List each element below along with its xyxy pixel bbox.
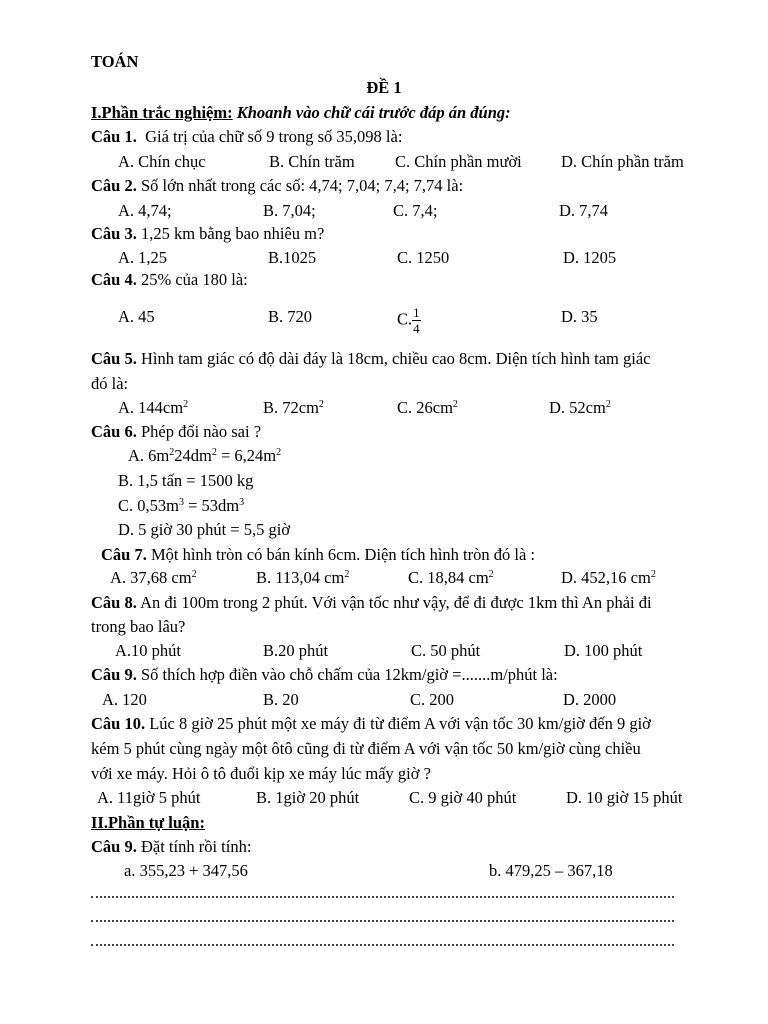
question-label: Câu 5.: [91, 349, 137, 368]
question-10-options: [0, 786, 768, 810]
option-b[interactable]: [263, 396, 324, 420]
part1-heading: I.Phần trắc nghiệm:: [91, 103, 233, 122]
option-b[interactable]: B.1025: [268, 248, 317, 267]
question-label: Câu 6.: [91, 422, 137, 441]
part1-heading-line: [91, 101, 511, 125]
option-c-letter: C.: [397, 309, 413, 329]
option-a[interactable]: [118, 396, 188, 420]
answer-dotted-line[interactable]: [91, 894, 674, 898]
fraction-denominator: 4: [413, 321, 420, 336]
question-2-options: [0, 199, 768, 223]
option-text: D. 452,16 cm: [561, 568, 651, 587]
question-6: [91, 420, 261, 444]
question-label: Câu 7.: [101, 545, 147, 564]
question-6-option-b[interactable]: B. 1,5 tấn = 1500 kg: [118, 471, 254, 490]
question-text: 25% của 180 là:: [140, 270, 248, 289]
option-d[interactable]: [561, 566, 656, 590]
question-label: Câu 9.: [91, 665, 137, 684]
option-text: A. 6m: [128, 446, 170, 465]
question-9-options: [0, 688, 768, 712]
question-5-continued: đó là:: [91, 374, 129, 393]
question-3-options: [0, 246, 768, 270]
question-label: Câu 10.: [91, 714, 146, 733]
option-c[interactable]: [408, 566, 494, 590]
question-4-options: [0, 305, 768, 336]
option-text: A. 37,68 cm: [110, 568, 192, 587]
option-c[interactable]: C. 200: [410, 690, 455, 709]
question-text: Số thích hợp điền vào chỗ chấm của 12km/giờ =.......m/phút là:: [140, 665, 558, 684]
question-8-options: [0, 639, 768, 663]
option-c[interactable]: [397, 305, 421, 336]
superscript: 2: [191, 569, 197, 580]
question-4: [91, 268, 248, 292]
option-text: = 53dm: [183, 496, 240, 515]
option-c[interactable]: [397, 396, 458, 420]
question-5-options: [0, 396, 768, 420]
option-b[interactable]: B.20 phút: [263, 641, 329, 660]
option-d[interactable]: [549, 396, 611, 420]
question-5: [91, 347, 650, 371]
question-8-continued: trong bao lâu?: [91, 617, 186, 636]
question-2: [91, 174, 463, 198]
option-a[interactable]: A. 4,74;: [118, 201, 172, 220]
question-text: Phép đổi nào sai ?: [140, 422, 262, 441]
superscript: 2: [452, 399, 458, 410]
option-text: A. 144cm: [118, 398, 184, 417]
option-b[interactable]: B. 1giờ 20 phút: [256, 788, 360, 807]
question-label: Câu 3.: [91, 224, 137, 243]
option-b[interactable]: [256, 566, 349, 590]
option-a[interactable]: A. 120: [102, 690, 147, 709]
superscript: 2: [488, 569, 494, 580]
question-10-continued-1: kém 5 phút cùng ngày một ôtô cũng đi từ điểm A với vận tốc 50 km/giờ cùng chiều: [91, 739, 641, 758]
option-a[interactable]: A. 45: [118, 307, 155, 326]
superscript: 2: [183, 399, 189, 410]
option-c[interactable]: C. Chín phần mười: [395, 152, 522, 171]
answer-dotted-line[interactable]: [91, 942, 674, 946]
option-d[interactable]: D. 35: [561, 307, 598, 326]
option-b[interactable]: B. 7,04;: [263, 201, 316, 220]
question-9-essay-parts: [0, 859, 768, 883]
superscript: 2: [276, 447, 282, 458]
fraction-numerator: 1: [413, 305, 420, 320]
part-b: b. 479,25 – 367,18: [489, 861, 613, 880]
option-a[interactable]: A.10 phút: [115, 641, 181, 660]
superscript: 3: [178, 497, 184, 508]
option-text: C. 0,53m: [118, 496, 179, 515]
option-text: B. 113,04 cm: [256, 568, 345, 587]
option-d[interactable]: D. 10 giờ 15 phút: [566, 788, 683, 807]
option-text: B. 72cm: [263, 398, 319, 417]
option-b[interactable]: B. 720: [268, 307, 313, 326]
option-d[interactable]: D. 2000: [563, 690, 617, 709]
superscript: 3: [239, 497, 245, 508]
question-8: [91, 591, 652, 615]
superscript: 2: [344, 569, 350, 580]
answer-dotted-line[interactable]: [91, 918, 674, 922]
question-text: Hình tam giác có độ dài đáy là 18cm, chiều cao 8cm. Diện tích hình tam giác: [140, 349, 651, 368]
option-c[interactable]: C. 7,4;: [393, 201, 438, 220]
question-label: Câu 2.: [91, 176, 137, 195]
option-b[interactable]: B. Chín trăm: [269, 152, 355, 171]
option-c[interactable]: C. 9 giờ 40 phút: [409, 788, 517, 807]
question-10: [91, 712, 651, 736]
part2-heading: II.Phần tự luận:: [91, 813, 205, 832]
question-text: Giá trị của chữ số 9 trong số 35,098 là:: [145, 127, 403, 146]
subject-heading: TOÁN: [91, 52, 139, 71]
question-1-options: [0, 150, 768, 174]
part-a: a. 355,23 + 347,56: [124, 861, 248, 880]
option-c[interactable]: C. 1250: [397, 248, 450, 267]
question-6-option-d[interactable]: D. 5 giờ 30 phút = 5,5 giờ: [118, 520, 291, 539]
question-text: Số lớn nhất trong các số: 4,74; 7,04; 7,4; 7,74 là:: [140, 176, 464, 195]
question-text: An đi 100m trong 2 phút. Với vận tốc như vậy, để đi được 1km thì An phải đi: [140, 593, 652, 612]
question-text: Lúc 8 giờ 25 phút một xe máy đi từ điểm A với vận tốc 30 km/giờ đến 9 giờ: [149, 714, 651, 733]
option-text: D. 52cm: [549, 398, 606, 417]
superscript: 2: [650, 569, 656, 580]
question-label: Câu 4.: [91, 270, 137, 289]
question-label: Câu 1.: [91, 127, 137, 146]
option-text: 24dm: [174, 446, 212, 465]
superscript: 2: [169, 447, 175, 458]
part1-instruction: Khoanh vào chữ cái trước đáp án đúng:: [236, 103, 511, 122]
fraction: [412, 305, 421, 336]
question-10-continued-2: với xe máy. Hỏi ô tô đuổi kịp xe máy lúc mấy giờ ?: [91, 764, 431, 783]
superscript: 2: [318, 399, 324, 410]
option-b[interactable]: B. 20: [263, 690, 299, 709]
superscript: 2: [605, 399, 611, 410]
option-text: = 6,24m: [216, 446, 277, 465]
superscript: 2: [211, 447, 217, 458]
option-a[interactable]: A. 11giờ 5 phút: [97, 788, 201, 807]
question-text: Một hình tròn có bán kính 6cm. Diện tích hình tròn đó là :: [150, 545, 535, 564]
question-9-choice: [91, 663, 558, 687]
option-a[interactable]: A. 1,25: [118, 248, 168, 267]
question-7-options: [0, 566, 768, 590]
option-d[interactable]: D. 1205: [563, 248, 617, 267]
option-text: C. 18,84 cm: [408, 568, 489, 587]
question-3: [91, 222, 324, 246]
option-a[interactable]: [110, 566, 197, 590]
question-text: Đặt tính rồi tính:: [140, 837, 252, 856]
option-d[interactable]: D. 7,74: [559, 201, 609, 220]
question-6-option-c[interactable]: [118, 494, 244, 518]
question-label: Câu 9.: [91, 837, 137, 856]
question-9-essay: [91, 835, 251, 859]
option-d[interactable]: D. 100 phút: [564, 641, 643, 660]
option-d[interactable]: D. Chín phần trăm: [561, 152, 684, 171]
question-7: [101, 543, 535, 567]
option-a[interactable]: A. Chín chục: [118, 152, 206, 171]
question-text: 1,25 km bằng bao nhiêu m?: [140, 224, 325, 243]
exam-title: ĐỀ 1: [366, 78, 402, 97]
question-label: Câu 8.: [91, 593, 137, 612]
option-c[interactable]: C. 50 phút: [411, 641, 481, 660]
option-text: C. 26cm: [397, 398, 453, 417]
question-1: [91, 125, 402, 149]
question-6-option-a[interactable]: [128, 444, 281, 468]
